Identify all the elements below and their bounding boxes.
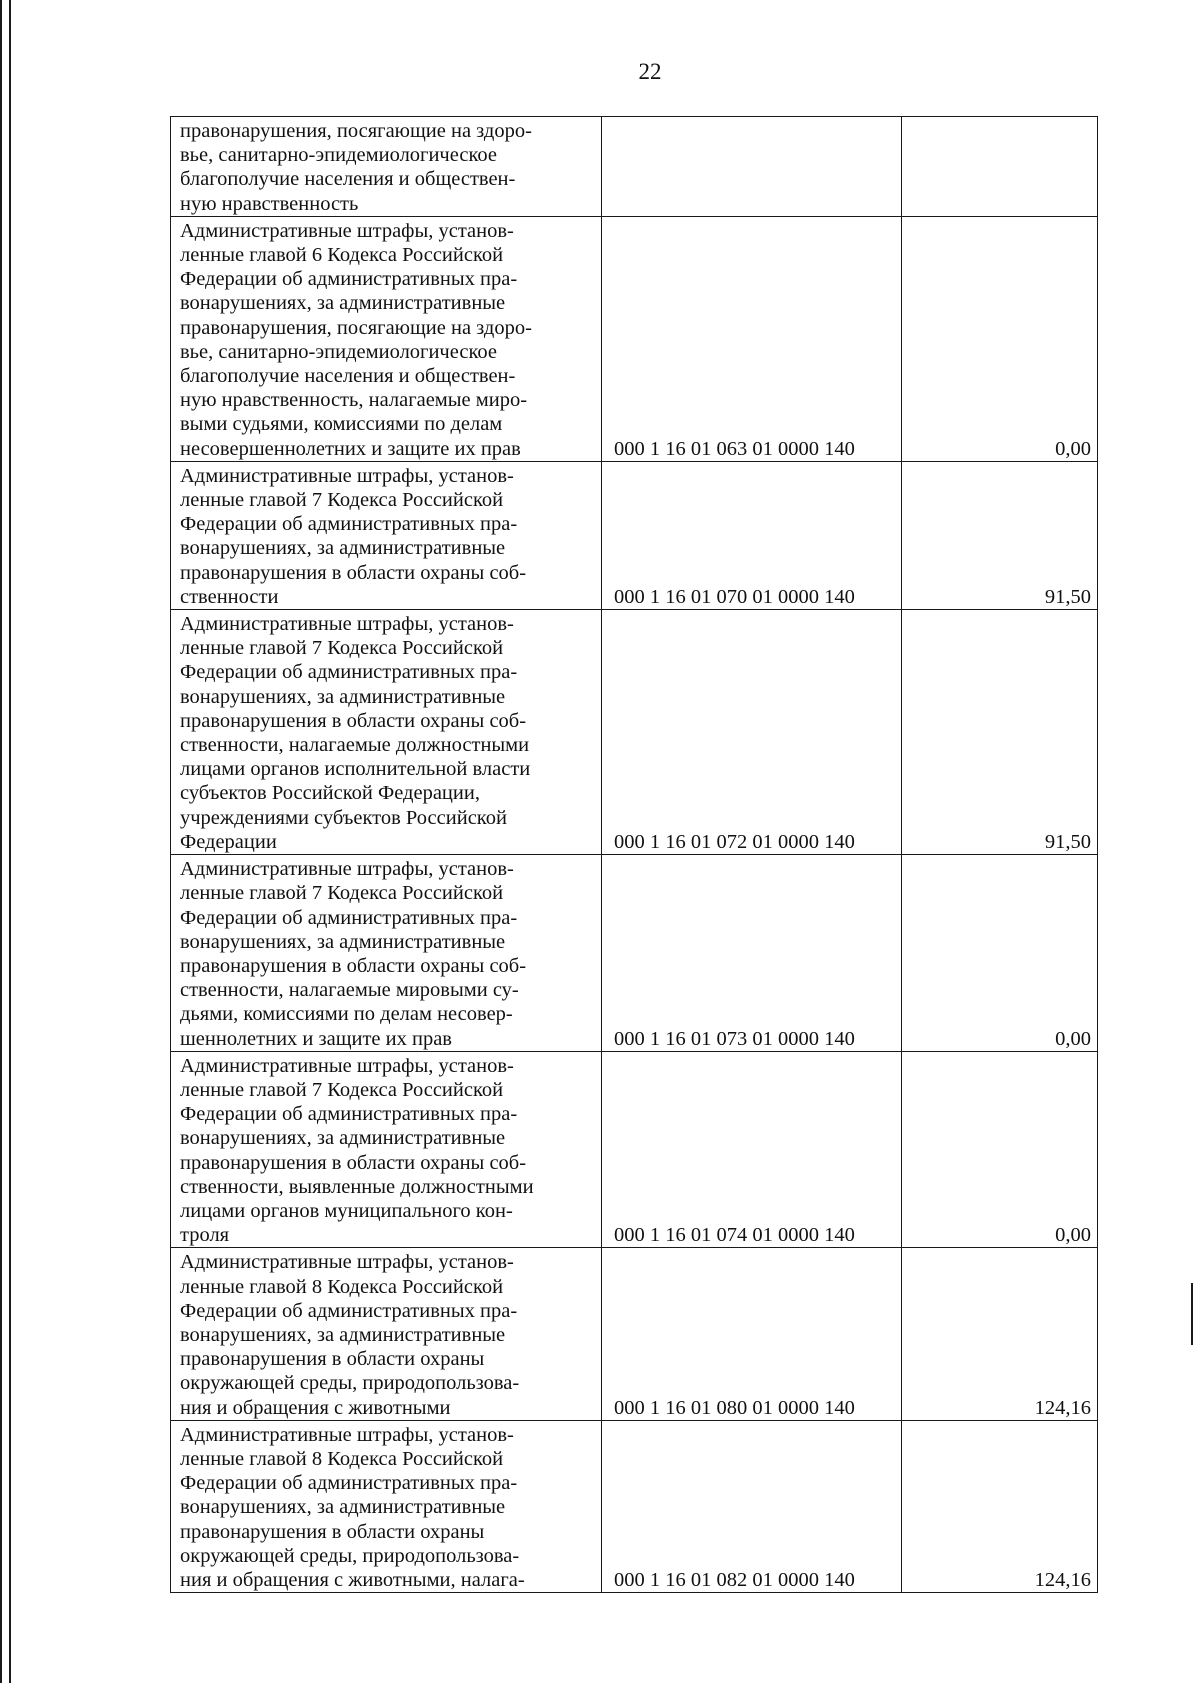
row-amount: 0,00 bbox=[902, 1051, 1098, 1248]
description-line: Федерации об административных пра- bbox=[180, 268, 518, 291]
row-amount bbox=[902, 117, 1098, 217]
description-line: Федерации об административных пра- bbox=[180, 1472, 518, 1495]
description-line: ственности, налагаемые должностными bbox=[180, 734, 530, 757]
description-line: выми судьями, комиссиями по делам bbox=[180, 413, 503, 436]
description-line: правонарушения в области охраны bbox=[180, 1348, 485, 1371]
description-line: шеннолетних и защите их прав bbox=[180, 1027, 452, 1050]
description-line: ную нравственность, налагаемые миро- bbox=[180, 389, 528, 412]
description-line: Федерации об административных пра- bbox=[180, 1103, 518, 1126]
revenue-table bbox=[170, 116, 1098, 1593]
revenue-table-body bbox=[171, 117, 1098, 1593]
row-description bbox=[171, 1051, 602, 1248]
description-line: благополучие населения и обществен- bbox=[180, 365, 516, 388]
description-line: вонарушениях, за административные bbox=[180, 1323, 506, 1346]
description-line: правонарушения, посягающие на здоро- bbox=[180, 316, 532, 339]
table-row bbox=[171, 1420, 1098, 1592]
description-line: ленные главой 6 Кодекса Российской bbox=[180, 244, 504, 267]
description-line: ленные главой 7 Кодекса Российской bbox=[180, 1078, 504, 1101]
table-row bbox=[171, 117, 1098, 217]
row-description bbox=[171, 610, 602, 855]
row-description bbox=[171, 216, 602, 461]
description-line: ную нравственность bbox=[180, 192, 359, 215]
description-line: вье, санитарно-эпидемиологическое bbox=[180, 340, 497, 363]
description-line: Административные штрафы, установ- bbox=[180, 1251, 514, 1274]
description-line: троля bbox=[180, 1224, 230, 1247]
row-description bbox=[171, 1420, 602, 1592]
description-line: дьями, комиссиями по делам несовер- bbox=[180, 1003, 513, 1026]
scan-edge-left-inner bbox=[9, 0, 11, 1683]
table-row bbox=[171, 855, 1098, 1052]
description-line: Административные штрафы, установ- bbox=[180, 1054, 514, 1077]
row-amount: 0,00 bbox=[902, 855, 1098, 1052]
description-line: Федерации bbox=[180, 830, 277, 853]
row-description bbox=[171, 461, 602, 609]
row-amount: 0,00 bbox=[902, 216, 1098, 461]
page-number: 22 bbox=[638, 59, 662, 84]
description-line: вонарушениях, за административные bbox=[180, 1127, 506, 1150]
description-line: Федерации об административных пра- bbox=[180, 513, 518, 536]
table-row bbox=[171, 216, 1098, 461]
row-description bbox=[171, 1248, 602, 1420]
description-line: вье, санитарно-эпидемиологическое bbox=[180, 144, 497, 167]
row-budget-code: 000 1 16 01 082 01 0000 140 bbox=[602, 1420, 902, 1592]
description-line: правонарушения в области охраны соб- bbox=[180, 709, 527, 732]
row-budget-code bbox=[602, 117, 902, 217]
row-description bbox=[171, 117, 602, 217]
description-line: Федерации об административных пра- bbox=[180, 661, 518, 684]
description-line: правонарушения, посягающие на здоро- bbox=[180, 120, 532, 142]
row-budget-code: 000 1 16 01 063 01 0000 140 bbox=[602, 216, 902, 461]
description-line: Административные штрафы, установ- bbox=[180, 858, 514, 881]
description-line: правонарушения в области охраны соб- bbox=[180, 561, 527, 584]
description-line: правонарушения в области охраны соб- bbox=[180, 1151, 527, 1174]
description-line: Федерации об административных пра- bbox=[180, 906, 518, 929]
description-line: ния и обращения с животными bbox=[180, 1396, 451, 1419]
description-line: субъектов Российской Федерации, bbox=[180, 782, 480, 805]
description-line: ленные главой 7 Кодекса Российской bbox=[180, 882, 504, 905]
description-line: ленные главой 8 Кодекса Российской bbox=[180, 1275, 504, 1298]
description-line: окружающей среды, природопользова- bbox=[180, 1544, 520, 1567]
row-budget-code: 000 1 16 01 080 01 0000 140 bbox=[602, 1248, 902, 1420]
row-amount: 91,50 bbox=[902, 461, 1098, 609]
table-row bbox=[171, 610, 1098, 855]
description-line: ленные главой 8 Кодекса Российской bbox=[180, 1447, 504, 1470]
row-description bbox=[171, 855, 602, 1052]
scan-edge-left-outer bbox=[0, 0, 2, 1683]
row-amount: 124,16 bbox=[902, 1248, 1098, 1420]
row-amount: 91,50 bbox=[902, 610, 1098, 855]
table-row bbox=[171, 461, 1098, 609]
description-line: вонарушениях, за административные bbox=[180, 537, 506, 560]
description-line: учреждениями субъектов Российской bbox=[180, 806, 507, 829]
row-budget-code: 000 1 16 01 074 01 0000 140 bbox=[602, 1051, 902, 1248]
description-line: Административные штрафы, установ- bbox=[180, 219, 514, 242]
description-line: несовершеннолетних и защите их прав bbox=[180, 437, 521, 460]
description-line: Федерации об административных пра- bbox=[180, 1299, 518, 1322]
description-line: лицами органов муниципального кон- bbox=[180, 1199, 513, 1222]
description-line: Административные штрафы, установ- bbox=[180, 613, 514, 636]
description-line: благополучие населения и обществен- bbox=[180, 168, 516, 191]
description-line: правонарушения в области охраны bbox=[180, 1520, 485, 1543]
description-line: вонарушениях, за административные bbox=[180, 292, 506, 315]
description-line: ленные главой 7 Кодекса Российской bbox=[180, 489, 504, 512]
row-budget-code: 000 1 16 01 073 01 0000 140 bbox=[602, 855, 902, 1052]
description-line: правонарушения в области охраны соб- bbox=[180, 954, 527, 977]
description-line: ственности, налагаемые мировыми су- bbox=[180, 979, 519, 1002]
row-budget-code: 000 1 16 01 070 01 0000 140 bbox=[602, 461, 902, 609]
table-row bbox=[171, 1248, 1098, 1420]
description-line: ственности bbox=[180, 585, 279, 608]
description-line: ственности, выявленные должностными bbox=[180, 1175, 534, 1198]
row-amount: 124,16 bbox=[902, 1420, 1098, 1592]
description-line: вонарушениях, за административные bbox=[180, 685, 506, 708]
description-line: ленные главой 7 Кодекса Российской bbox=[180, 637, 504, 660]
scan-edge-right-mark bbox=[1191, 1283, 1193, 1345]
description-line: лицами органов исполнительной власти bbox=[180, 758, 531, 781]
description-line: вонарушениях, за административные bbox=[180, 1496, 506, 1519]
row-budget-code: 000 1 16 01 072 01 0000 140 bbox=[602, 610, 902, 855]
description-line: Административные штрафы, установ- bbox=[180, 1423, 514, 1446]
description-line: ния и обращения с животными, налага- bbox=[180, 1568, 525, 1591]
description-line: Административные штрафы, установ- bbox=[180, 464, 514, 487]
description-line: окружающей среды, природопользова- bbox=[180, 1372, 520, 1395]
description-line: вонарушениях, за административные bbox=[180, 930, 506, 953]
table-row bbox=[171, 1051, 1098, 1248]
